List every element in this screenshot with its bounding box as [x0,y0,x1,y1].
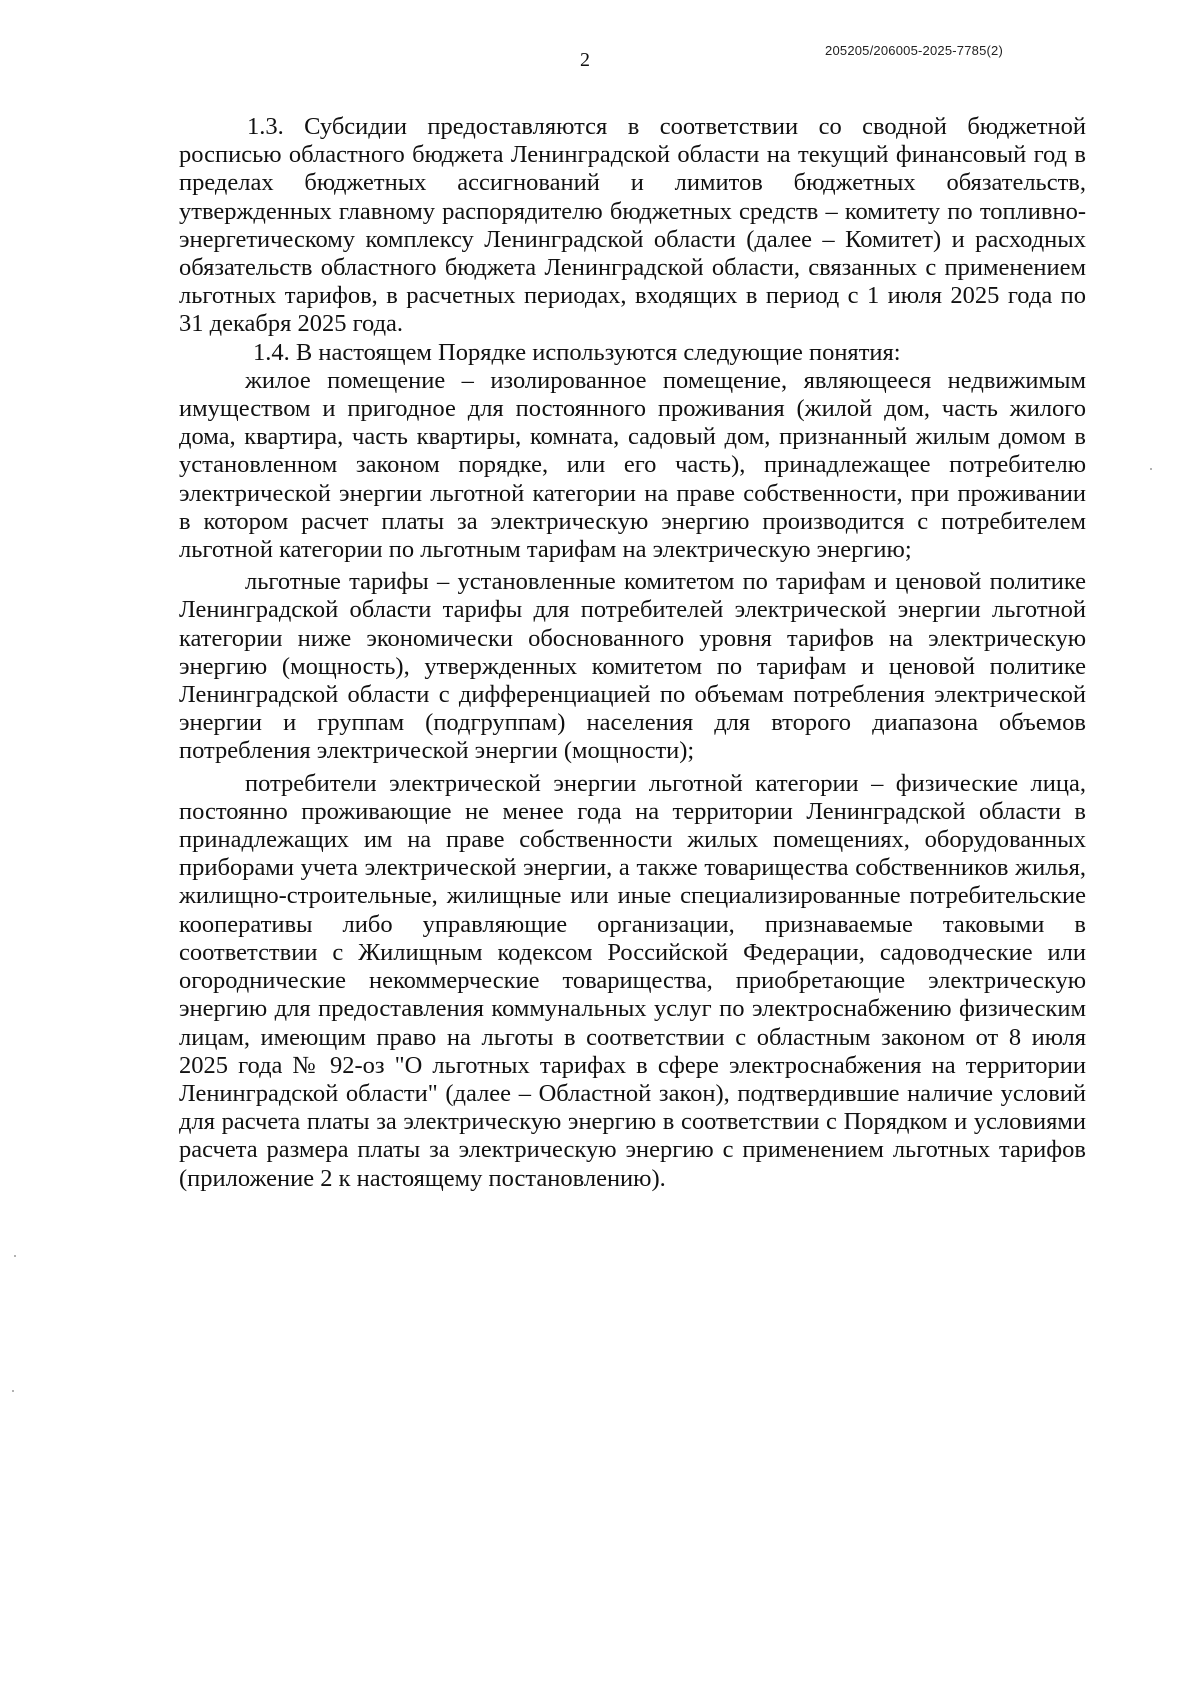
document-body [179,113,1086,1193]
scan-speck [1150,468,1152,470]
definition-residential-premises: жилое помещение – изолированное помещение, являющееся недвижимым имуществом и пригодное для постоянного проживания (жилой дом, часть жилого дома, квартира, часть квартиры, комната, садовый дом, признанный жилым домом в установленном законом порядке, или его часть), принадлежащее потребителю электрической энергии льготной категории на праве собственности, при проживании в котором расчет платы за электрическую энергию производится с потребителем льготной категории по льготным тарифам на электрическую энергию; [179,366,1086,564]
paragraph-1-3: 1.3. Субсидии предоставляются в соответствии со сводной бюджетной росписью областного бюджета Ленинградской области на текущий финансовый год в пределах бюджетных ассигнований и лимитов бюджетных обязательств, утвержденных главному распорядителю бюджетных средств – комитету по топливно-энергетическому комплексу Ленинградской области (далее – Комитет) и расходных обязательств областного бюджета Ленинградской области, связанных с применением льготных тарифов, в расчетных периодах, входящих в период с 1 июля 2025 года по 31 декабря 2025 года. [179,113,1086,338]
scan-speck [12,1390,14,1392]
paragraph-1-4: 1.4. В настоящем Порядке используются следующие понятия: [253,338,901,366]
definition-preferential-tariffs: льготные тарифы – установленные комитетом по тарифам и ценовой политике Ленинградской области тарифы для потребителей электрической энергии льготной категории ниже экономически обоснованного уровня тарифов на электрическую энергию (мощность), утвержденных комитетом по тарифам и ценовой политике Ленинградской области с дифференциацией по объемам потребления электрической энергии и группам (подгруппам) населения для второго диапазона объемов потребления электрической энергии (мощности); [179,568,1086,765]
definition-preferential-consumers: потребители электрической энергии льготной категории – физические лица, постоянно проживающие не менее года на территории Ленинградской области в принадлежащих им на праве собственности жилых помещениях, оборудованных приборами учета электрической энергии, а также товарищества собственников жилья, жилищно-строительные, жилищные или иные специализированные потребительские кооперативы либо управляющие организации, признаваемые таковыми в соответствии с Жилищным кодексом Российской Федерации, садоводческие или огороднические некоммерческие товарищества, приобретающие электрическую энергию для предоставления коммунальных услуг по электроснабжению физическим лицам, имеющим право на льготы в соответствии с областным законом от 8 июля 2025 года № 92-оз "О льготных тарифах в сфере электроснабжения на территории Ленинградской области" (далее – Областной закон), подтвердившие наличие условий для расчета платы за электрическую энергию в соответствии с Порядком и условиями расчета размера платы за электрическую энергию с применением льготных тарифов (приложение 2 к настоящему постановлению). [179,769,1086,1192]
page-number: 2 [580,49,590,71]
document-registration-number: 205205/206005-2025-7785(2) [825,43,1003,58]
scan-speck [14,1255,16,1257]
